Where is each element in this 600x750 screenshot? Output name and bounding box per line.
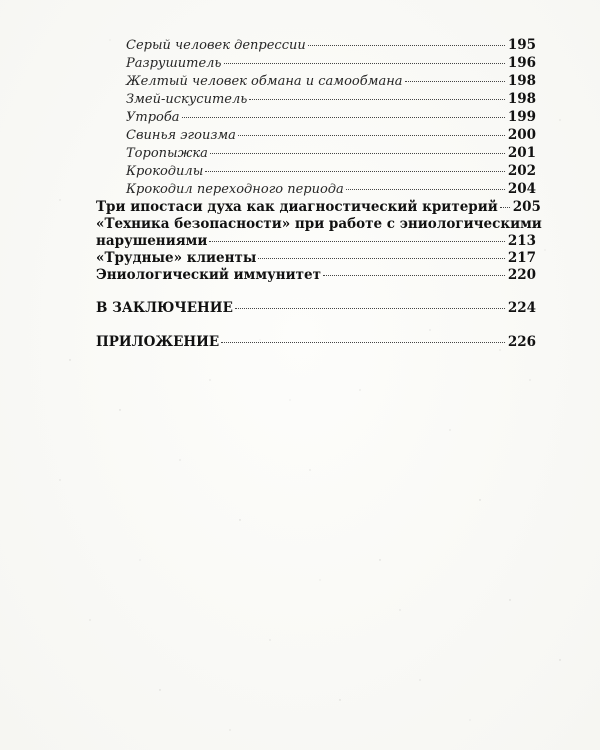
dot-leader xyxy=(238,135,505,136)
toc-entry-title: Свинья эгоизма xyxy=(126,128,236,143)
toc-entry-title: Три ипостаси духа как диагностический критерий xyxy=(96,199,498,215)
toc-entry-page: 205 xyxy=(512,199,541,215)
toc-entry-title: Желтый человек обмана и самообмана xyxy=(126,74,403,89)
toc-entry-page: 195 xyxy=(507,37,536,53)
dot-leader xyxy=(235,308,505,309)
toc-entry-page: 199 xyxy=(507,109,536,125)
toc-entry-title: «Техника безопасности» при работе с эниологическими xyxy=(96,216,542,232)
dot-leader xyxy=(346,189,505,190)
dot-leader xyxy=(210,153,505,154)
toc-entry-page: 196 xyxy=(507,55,536,71)
toc-entry-title: Утроба xyxy=(126,110,180,125)
toc-entry-page: 226 xyxy=(507,334,536,350)
toc-entry-safety-line1[interactable] xyxy=(96,216,542,233)
toc-entry-page: 198 xyxy=(507,91,536,107)
toc-entry[interactable] xyxy=(126,55,536,72)
toc-entry-title: Торопыжка xyxy=(126,146,208,161)
toc-entry-page: 202 xyxy=(507,163,536,179)
toc-entry-hypostases[interactable] xyxy=(96,199,541,216)
dot-leader xyxy=(209,241,504,242)
toc-entry-page: 220 xyxy=(507,267,536,283)
toc-entry[interactable] xyxy=(126,73,536,90)
toc-entry[interactable] xyxy=(126,145,536,162)
dot-leader xyxy=(249,99,504,100)
toc-entry-page: 204 xyxy=(507,181,536,197)
toc-entry[interactable] xyxy=(126,127,536,144)
dot-leader xyxy=(221,342,505,343)
toc-entry-difficult[interactable] xyxy=(96,250,536,267)
toc-entry-title: В ЗАКЛЮЧЕНИЕ xyxy=(96,300,233,316)
toc-entry-page: 213 xyxy=(507,233,536,249)
toc-entry-appendix[interactable] xyxy=(96,334,536,351)
dot-leader xyxy=(258,258,504,259)
toc-entry-immunity[interactable] xyxy=(96,267,536,284)
toc-entry-title: Крокодилы xyxy=(126,164,204,179)
toc-entry-title: Эниологический иммунитет xyxy=(96,267,321,283)
toc-entry-page: 198 xyxy=(507,73,536,89)
toc-entry-title: Крокодил переходного периода xyxy=(126,182,344,197)
dot-leader xyxy=(182,117,505,118)
dot-leader xyxy=(405,81,505,82)
toc-entry-title: ПРИЛОЖЕНИЕ xyxy=(96,334,220,350)
toc-entry-page: 200 xyxy=(507,127,536,143)
toc-entry-title: нарушениями xyxy=(96,233,208,249)
toc-entry[interactable] xyxy=(126,163,536,180)
toc-entry-page: 224 xyxy=(507,300,536,316)
toc-entry[interactable] xyxy=(126,37,536,54)
toc-entry-title: Змей-искуситель xyxy=(126,92,248,107)
toc-entry-conclusion[interactable] xyxy=(96,300,536,317)
dot-leader xyxy=(323,275,505,276)
dot-leader xyxy=(500,207,510,208)
dot-leader xyxy=(224,63,505,64)
toc-entry[interactable] xyxy=(126,91,536,108)
dot-leader xyxy=(308,45,505,46)
toc-entry-safety[interactable] xyxy=(96,233,536,250)
toc-entry[interactable] xyxy=(126,109,536,126)
toc-entry-title: Серый человек депрессии xyxy=(126,38,306,53)
toc-entry-title: «Трудные» клиенты xyxy=(96,250,257,266)
toc-entry[interactable] xyxy=(126,181,536,198)
dot-leader xyxy=(205,171,505,172)
toc-entry-page: 217 xyxy=(507,250,536,266)
toc-entry-page: 201 xyxy=(507,145,536,161)
toc-entry-title: Разрушитель xyxy=(126,56,222,71)
